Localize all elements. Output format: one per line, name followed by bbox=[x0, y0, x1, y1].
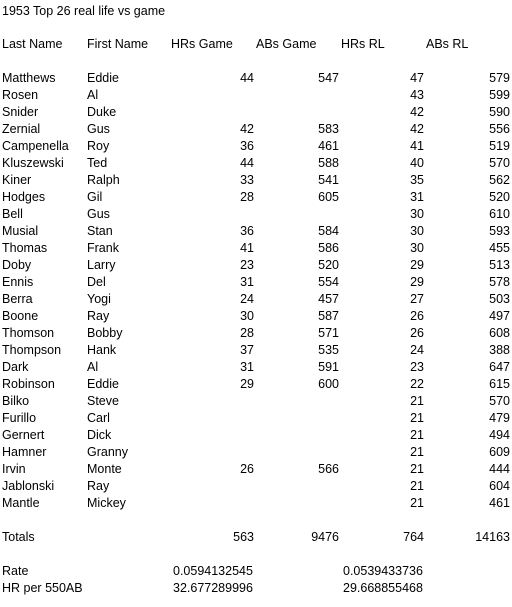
cell-abs-rl: 556 bbox=[489, 122, 510, 136]
cell-last-name: Kluszewski bbox=[2, 156, 64, 170]
cell-hrs-game: 30 bbox=[240, 309, 254, 323]
totals-hrs-game: 563 bbox=[233, 530, 254, 544]
cell-hrs-rl: 43 bbox=[410, 88, 424, 102]
cell-abs-game: 600 bbox=[318, 377, 339, 391]
cell-abs-rl: 455 bbox=[489, 241, 510, 255]
cell-hrs-rl: 21 bbox=[410, 462, 424, 476]
hr-per-550-rl: 29.668855468 bbox=[343, 581, 423, 595]
cell-hrs-game: 41 bbox=[240, 241, 254, 255]
cell-hrs-rl: 30 bbox=[410, 224, 424, 238]
totals-label: Totals bbox=[2, 530, 35, 544]
cell-abs-rl: 519 bbox=[489, 139, 510, 153]
cell-hrs-game: 31 bbox=[240, 360, 254, 374]
cell-last-name: Mantle bbox=[2, 496, 40, 510]
cell-hrs-game: 24 bbox=[240, 292, 254, 306]
totals-abs-rl: 14163 bbox=[475, 530, 510, 544]
cell-hrs-rl: 22 bbox=[410, 377, 424, 391]
cell-first-name: Del bbox=[87, 275, 106, 289]
sheet-title: 1953 Top 26 real life vs game bbox=[2, 4, 166, 18]
cell-hrs-rl: 29 bbox=[410, 275, 424, 289]
cell-last-name: Dark bbox=[2, 360, 29, 374]
cell-hrs-game: 44 bbox=[240, 156, 254, 170]
cell-abs-rl: 578 bbox=[489, 275, 510, 289]
cell-abs-game: 566 bbox=[318, 462, 339, 476]
cell-abs-rl: 497 bbox=[489, 309, 510, 323]
cell-first-name: Hank bbox=[87, 343, 117, 357]
cell-hrs-rl: 24 bbox=[410, 343, 424, 357]
cell-last-name: Berra bbox=[2, 292, 33, 306]
cell-last-name: Boone bbox=[2, 309, 39, 323]
cell-abs-game: 461 bbox=[318, 139, 339, 153]
cell-first-name: Larry bbox=[87, 258, 116, 272]
cell-hrs-game: 36 bbox=[240, 224, 254, 238]
cell-last-name: Ennis bbox=[2, 275, 34, 289]
cell-hrs-rl: 21 bbox=[410, 445, 424, 459]
cell-abs-game: 571 bbox=[318, 326, 339, 340]
cell-hrs-rl: 27 bbox=[410, 292, 424, 306]
cell-last-name: Snider bbox=[2, 105, 39, 119]
cell-hrs-rl: 23 bbox=[410, 360, 424, 374]
cell-first-name: Mickey bbox=[87, 496, 126, 510]
cell-abs-rl: 444 bbox=[489, 462, 510, 476]
header-first-name: First Name bbox=[87, 37, 149, 51]
cell-abs-rl: 562 bbox=[489, 173, 510, 187]
cell-first-name: Carl bbox=[87, 411, 110, 425]
cell-abs-rl: 388 bbox=[489, 343, 510, 357]
cell-first-name: Ralph bbox=[87, 173, 120, 187]
cell-hrs-game: 33 bbox=[240, 173, 254, 187]
cell-last-name: Bell bbox=[2, 207, 23, 221]
cell-hrs-rl: 47 bbox=[410, 71, 424, 85]
cell-abs-rl: 579 bbox=[489, 71, 510, 85]
cell-hrs-rl: 31 bbox=[410, 190, 424, 204]
cell-abs-rl: 599 bbox=[489, 88, 510, 102]
cell-first-name: Ray bbox=[87, 479, 110, 493]
cell-first-name: Eddie bbox=[87, 377, 119, 391]
cell-first-name: Eddie bbox=[87, 71, 119, 85]
cell-last-name: Musial bbox=[2, 224, 39, 238]
cell-hrs-game: 26 bbox=[240, 462, 254, 476]
cell-last-name: Zernial bbox=[2, 122, 41, 136]
cell-hrs-rl: 30 bbox=[410, 241, 424, 255]
cell-first-name: Al bbox=[87, 88, 99, 102]
cell-first-name: Roy bbox=[87, 139, 110, 153]
cell-hrs-game: 44 bbox=[240, 71, 254, 85]
cell-abs-rl: 609 bbox=[489, 445, 510, 459]
cell-hrs-rl: 21 bbox=[410, 479, 424, 493]
totals-abs-game: 9476 bbox=[311, 530, 339, 544]
cell-hrs-game: 29 bbox=[240, 377, 254, 391]
header-abs-rl: ABs RL bbox=[426, 37, 469, 51]
cell-abs-game: 547 bbox=[318, 71, 339, 85]
cell-last-name: Gernert bbox=[2, 428, 45, 442]
cell-hrs-game: 36 bbox=[240, 139, 254, 153]
cell-last-name: Campenella bbox=[2, 139, 69, 153]
cell-first-name: Bobby bbox=[87, 326, 123, 340]
cell-hrs-game: 23 bbox=[240, 258, 254, 272]
header-last-name: Last Name bbox=[2, 37, 63, 51]
cell-hrs-game: 37 bbox=[240, 343, 254, 357]
cell-abs-rl: 494 bbox=[489, 428, 510, 442]
cell-hrs-rl: 21 bbox=[410, 496, 424, 510]
cell-first-name: Yogi bbox=[87, 292, 111, 306]
cell-last-name: Irvin bbox=[2, 462, 26, 476]
cell-abs-rl: 610 bbox=[489, 207, 510, 221]
cell-first-name: Gus bbox=[87, 122, 110, 136]
cell-last-name: Kiner bbox=[2, 173, 32, 187]
cell-abs-game: 457 bbox=[318, 292, 339, 306]
cell-hrs-game: 28 bbox=[240, 326, 254, 340]
cell-hrs-game: 31 bbox=[240, 275, 254, 289]
cell-first-name: Ted bbox=[87, 156, 108, 170]
header-hrs-rl: HRs RL bbox=[341, 37, 385, 51]
cell-hrs-rl: 30 bbox=[410, 207, 424, 221]
cell-hrs-rl: 42 bbox=[410, 105, 424, 119]
cell-first-name: Steve bbox=[87, 394, 119, 408]
cell-last-name: Bilko bbox=[2, 394, 30, 408]
cell-abs-game: 588 bbox=[318, 156, 339, 170]
cell-hrs-rl: 42 bbox=[410, 122, 424, 136]
cell-last-name: Doby bbox=[2, 258, 32, 272]
cell-first-name: Monte bbox=[87, 462, 122, 476]
cell-hrs-rl: 40 bbox=[410, 156, 424, 170]
rate-rl: 0.0539433736 bbox=[343, 564, 423, 578]
cell-hrs-rl: 21 bbox=[410, 394, 424, 408]
cell-abs-game: 541 bbox=[318, 173, 339, 187]
cell-hrs-rl: 21 bbox=[410, 428, 424, 442]
cell-last-name: Hodges bbox=[2, 190, 46, 204]
cell-last-name: Robinson bbox=[2, 377, 55, 391]
cell-abs-game: 584 bbox=[318, 224, 339, 238]
cell-hrs-rl: 26 bbox=[410, 309, 424, 323]
cell-abs-rl: 513 bbox=[489, 258, 510, 272]
cell-abs-game: 583 bbox=[318, 122, 339, 136]
cell-abs-game: 605 bbox=[318, 190, 339, 204]
hr-per-550-game: 32.677289996 bbox=[173, 581, 253, 595]
cell-abs-rl: 570 bbox=[489, 156, 510, 170]
cell-hrs-rl: 35 bbox=[410, 173, 424, 187]
cell-abs-rl: 647 bbox=[489, 360, 510, 374]
cell-first-name: Gus bbox=[87, 207, 110, 221]
cell-last-name: Thomson bbox=[2, 326, 55, 340]
cell-abs-rl: 590 bbox=[489, 105, 510, 119]
cell-hrs-rl: 41 bbox=[410, 139, 424, 153]
cell-abs-game: 520 bbox=[318, 258, 339, 272]
cell-abs-rl: 615 bbox=[489, 377, 510, 391]
cell-last-name: Jablonski bbox=[2, 479, 55, 493]
cell-first-name: Stan bbox=[87, 224, 113, 238]
cell-abs-rl: 520 bbox=[489, 190, 510, 204]
cell-last-name: Thompson bbox=[2, 343, 62, 357]
cell-abs-rl: 604 bbox=[489, 479, 510, 493]
cell-last-name: Thomas bbox=[2, 241, 48, 255]
cell-first-name: Duke bbox=[87, 105, 117, 119]
cell-hrs-rl: 21 bbox=[410, 411, 424, 425]
cell-first-name: Granny bbox=[87, 445, 128, 459]
cell-abs-rl: 479 bbox=[489, 411, 510, 425]
cell-last-name: Furillo bbox=[2, 411, 37, 425]
cell-hrs-game: 28 bbox=[240, 190, 254, 204]
cell-first-name: Al bbox=[87, 360, 99, 374]
cell-first-name: Frank bbox=[87, 241, 119, 255]
cell-abs-game: 586 bbox=[318, 241, 339, 255]
cell-abs-rl: 570 bbox=[489, 394, 510, 408]
totals-hrs-rl: 764 bbox=[403, 530, 424, 544]
cell-abs-rl: 608 bbox=[489, 326, 510, 340]
cell-abs-game: 591 bbox=[318, 360, 339, 374]
header-abs-game: ABs Game bbox=[256, 37, 317, 51]
rate-game: 0.0594132545 bbox=[173, 564, 253, 578]
cell-first-name: Gil bbox=[87, 190, 103, 204]
cell-last-name: Rosen bbox=[2, 88, 39, 102]
hr-per-550-label: HR per 550AB bbox=[2, 581, 83, 595]
cell-first-name: Ray bbox=[87, 309, 110, 323]
cell-hrs-rl: 26 bbox=[410, 326, 424, 340]
cell-hrs-rl: 29 bbox=[410, 258, 424, 272]
header-hrs-game: HRs Game bbox=[171, 37, 233, 51]
cell-abs-rl: 503 bbox=[489, 292, 510, 306]
cell-first-name: Dick bbox=[87, 428, 112, 442]
cell-abs-game: 535 bbox=[318, 343, 339, 357]
cell-abs-game: 587 bbox=[318, 309, 339, 323]
cell-abs-rl: 461 bbox=[489, 496, 510, 510]
cell-last-name: Hamner bbox=[2, 445, 47, 459]
rate-label: Rate bbox=[2, 564, 29, 578]
cell-abs-game: 554 bbox=[318, 275, 339, 289]
cell-abs-rl: 593 bbox=[489, 224, 510, 238]
cell-hrs-game: 42 bbox=[240, 122, 254, 136]
cell-last-name: Matthews bbox=[2, 71, 56, 85]
